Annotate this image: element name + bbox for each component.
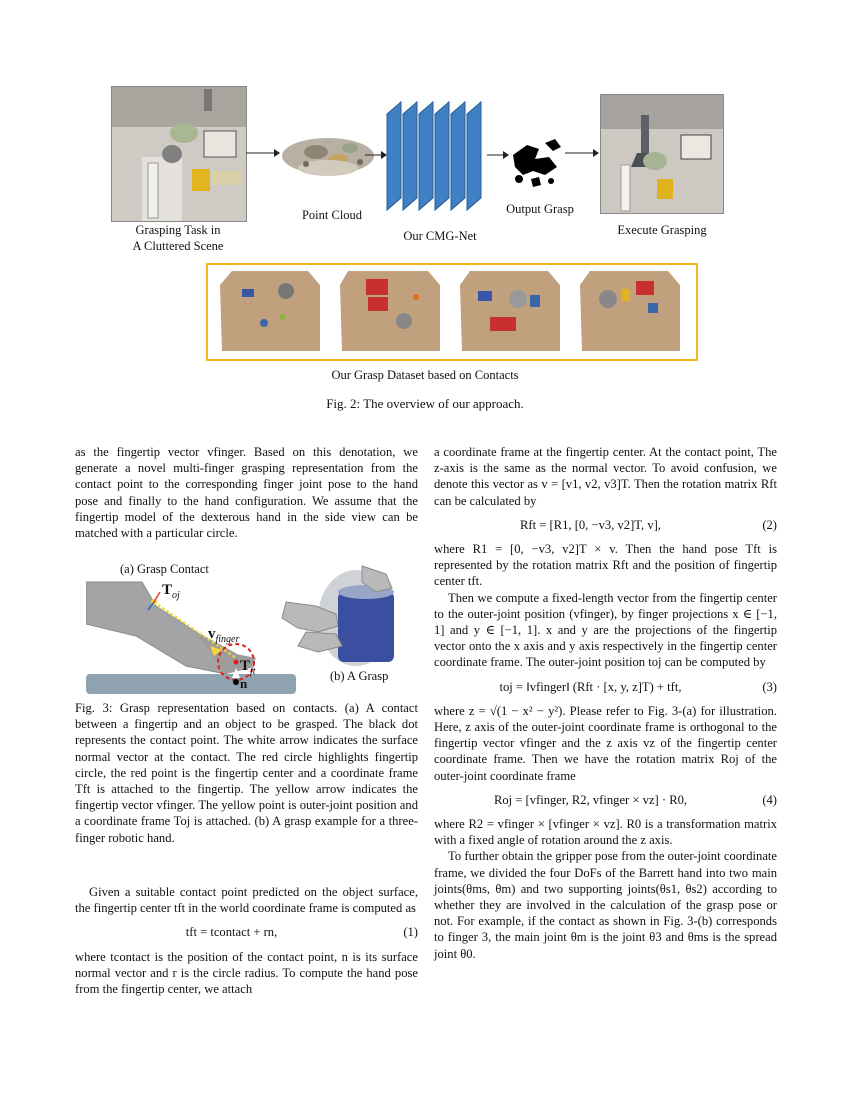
right-paragraph-4: where z = √(1 − x² − y²). Please refer to Fig. 3-(a) for illustration. Here, z axis of the outer-joint coordinate frame is orthogonal to the fingertip vector vfinger and the z axis vz of the fingertip center coordinate frame. Then we have the rotation matrix Roj of the outer-joint coordinate frame xyxy=(434,703,777,783)
fig2-caption: Fig. 2: The overview of our approach. xyxy=(326,396,524,411)
right-paragraph-1: a coordinate frame at the fingertip center. At the contact point, The z-axis is the same as the normal vector. To avoid confusion, we denote this vector as v = [v1, v2, v3]T. Then the rotation matrix Rft can be calculated by xyxy=(434,445,777,508)
arrow-icon xyxy=(246,148,280,158)
equation-3 xyxy=(434,679,777,695)
left-column-lower xyxy=(75,884,418,997)
dataset-label: Our Grasp Dataset based on Contacts xyxy=(331,368,519,382)
cluttered-scene-photo xyxy=(111,86,247,222)
point-cloud-image xyxy=(278,128,378,190)
point-cloud-label: Point Cloud xyxy=(301,208,363,222)
left-paragraph-2: Given a suitable contact point predicted on the object surface, the fingertip center tft in the world coordinate frame is computed as xyxy=(75,885,418,916)
right-paragraph-6: To further obtain the gripper pose from the outer-joint coordinate frame, we divided the four DoFs of the Barrett hand into two main joints(θms, θm) and two supporting joints(θs1, θs2) according to whether they are involved in the calculation of the grasp pose or not. For example, if the contact as shown in Fig. 3-(b) corresponds to finger 3, the main joint θm is the joint θ3 and θms is the spread joint θ0. xyxy=(434,849,777,961)
right-column xyxy=(434,444,777,962)
arrow-icon xyxy=(565,148,599,158)
left-paragraph-3: where tcontact is the position of the contact point, n is its surface normal vector and r is the circle radius. To compute the hand pose from the fingertip center, we attach xyxy=(75,949,418,997)
equation-3-number: (3) xyxy=(762,679,777,694)
network-label: Our CMG-Net xyxy=(403,229,477,243)
left-paragraph-1: as the fingertip vector vfinger. Based on this denotation, we generate a novel multi-finger grasping representation from the contact point to the corresponding finger joint pose to the hand pose and finally to the hand configuration. We assume that the fingertip model of the dexterous hand in the side view can be matched with a particular circle. xyxy=(75,445,418,541)
left-column xyxy=(75,444,418,541)
equation-4-number: (4) xyxy=(762,792,777,807)
arrow-icon xyxy=(365,150,387,160)
symbol-n: n xyxy=(240,676,248,691)
execute-label: Execute Grasping xyxy=(617,223,707,237)
symbol-toj: $T_{oj}$ xyxy=(162,582,180,601)
equation-4-body: Roj = [vfinger, R2, vfinger × vz] · R0, xyxy=(493,792,688,807)
symbol-tft: $T_{ft}$ xyxy=(240,658,256,677)
fig3-caption: Fig. 3: Grasp representation based on contacts. (a) A contact between a fingertip and an object to be grasped. The black dot represents the contact point. The white arrow indicates the surface normal vector at the contact. The red circle highlights fingertip circle, the red point is the fingertip center and a coordinate frame Tft is attached to the fingertip. The yellow arrow indicates the fingertip vector vfinger. The yellow point is outer-joint position and a coordinate frame Toj is attached. (b) A grasp example for a three-finger robotic hand. xyxy=(75,701,418,845)
equation-3-body: toj = ‖vfinger‖ (Rft · [x, y, z]T) + tft, xyxy=(499,679,682,694)
output-grasp-image xyxy=(505,135,575,190)
equation-1-number: (1) xyxy=(403,925,418,940)
cmg-net-diagram xyxy=(385,100,490,215)
equation-1 xyxy=(75,924,418,940)
execute-grasp-photo xyxy=(600,94,724,214)
right-paragraph-3: Then we compute a fixed-length vector from the fingertip center to the outer-joint position (vfinger), by finger projections x ∈ [−1, 1] and y ∈ [−1, 1]. x and y are the projections of the fingertip vector onto the x axis and y axis respectively in the fingertip center coordinate frame. The outer-joint position toj can be computed by xyxy=(434,590,777,670)
figure-3 xyxy=(86,562,408,694)
label-a-grasp: (b) A Grasp xyxy=(330,669,389,683)
right-paragraph-2: where R1 = [0, −v3, v2]T × v. Then the hand pose Tft is represented by the rotation matrix Rft and the position of fingertip center tft. xyxy=(434,542,777,589)
output-grasp-label: Output Grasp xyxy=(506,202,574,216)
equation-2-body: Rft = [R1, [0, −v3, v2]T, v], xyxy=(520,517,661,532)
dataset-panel xyxy=(206,263,698,361)
equation-4 xyxy=(434,792,777,808)
fig3-caption-block xyxy=(75,700,418,846)
label-grasp-contact: (a) Grasp Contact xyxy=(120,562,209,576)
right-paragraph-5: where R2 = vfinger × [vfinger × vz]. R0 is a transformation matrix with a fixed angle of rotation around the z axis. xyxy=(434,817,777,848)
equation-2-number: (2) xyxy=(762,517,777,532)
task-label: Grasping Task in A Cluttered Scene xyxy=(132,223,224,253)
equation-2 xyxy=(434,517,777,533)
equation-1-body: tft = tcontact + rn, xyxy=(185,925,278,940)
symbol-vfinger: $v_{finger}$ xyxy=(208,626,240,645)
